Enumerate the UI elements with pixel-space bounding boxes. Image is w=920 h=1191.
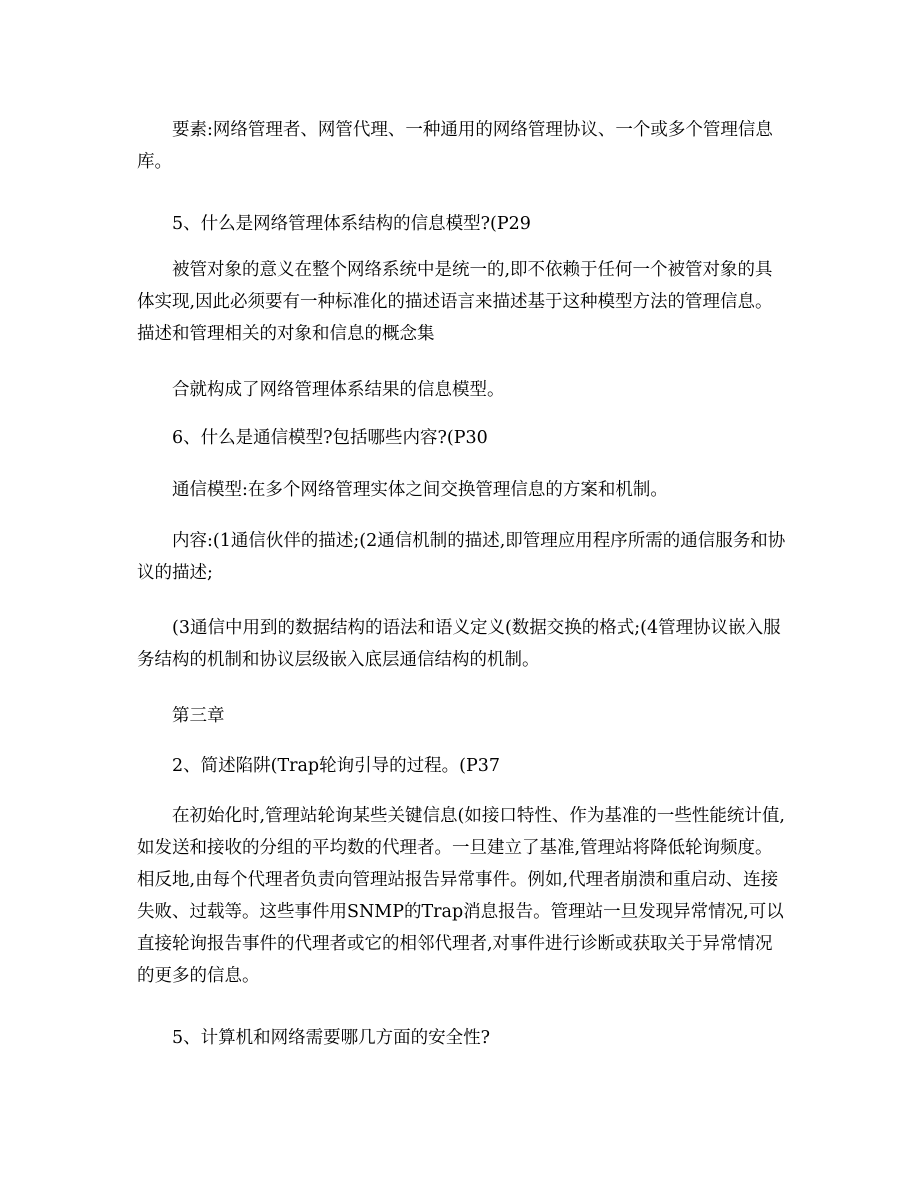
- question-6-heading: 6、什么是通信模型?包括哪些内容?(P30: [172, 428, 488, 448]
- chapter-heading: 第三章: [172, 706, 225, 726]
- paragraph-info-model-cont: 合就构成了网络管理体系结果的信息模型。: [172, 380, 505, 400]
- paragraph-elements: 要素:网络管理者、网管代理、一种通用的网络管理协议、一个或多个管理信息库。: [137, 120, 773, 172]
- question-2-heading: 2、简述陷阱(Trap轮询引导的过程。(P37: [172, 756, 501, 776]
- paragraph-contents-2: (3通信中用到的数据结构的语法和语义定义(数据交换的格式;(4管理协议嵌入服务结构的机制和协议层级嵌入底层通信结构的机制。: [137, 618, 781, 670]
- paragraph-trap-polling: 在初始化时,管理站轮询某些关键信息(如接口特性、作为基准的一些性能统计值,如发送和接收的分组的平均数的代理者。一旦建立了基准,管理站将降低轮询频度。相反地,由每个代理者负责向管理站报告异常事件。例如,代理者崩溃和重启动、连接失败、过载等。这些事件用SNMP的Trap消息报告。管理站一旦发现异常情况,可以直接轮询报告事件的代理者或它的相邻代理者,对事件进行诊断或获取关于异常情况的更多的信息。: [137, 806, 785, 986]
- paragraph-contents-1: 内容:(1通信伙伴的描述;(2通信机制的描述,即管理应用程序所需的通信服务和协议的描述;: [137, 531, 786, 583]
- paragraph-info-model: 被管对象的意义在整个网络系统中是统一的,即不依赖于任何一个被管对象的具体实现,因此必须要有一种标准化的描述语言来描述基于这种模型方法的管理信息。描述和管理相关的对象和信息的概念集: [137, 260, 773, 344]
- paragraph-comm-model: 通信模型:在多个网络管理实体之间交换管理信息的方案和机制。: [172, 480, 668, 500]
- question-5-security-heading: 5、计算机和网络需要哪几方面的安全性?: [172, 1028, 491, 1048]
- question-5-heading: 5、什么是网络管理体系结构的信息模型?(P29: [172, 214, 531, 234]
